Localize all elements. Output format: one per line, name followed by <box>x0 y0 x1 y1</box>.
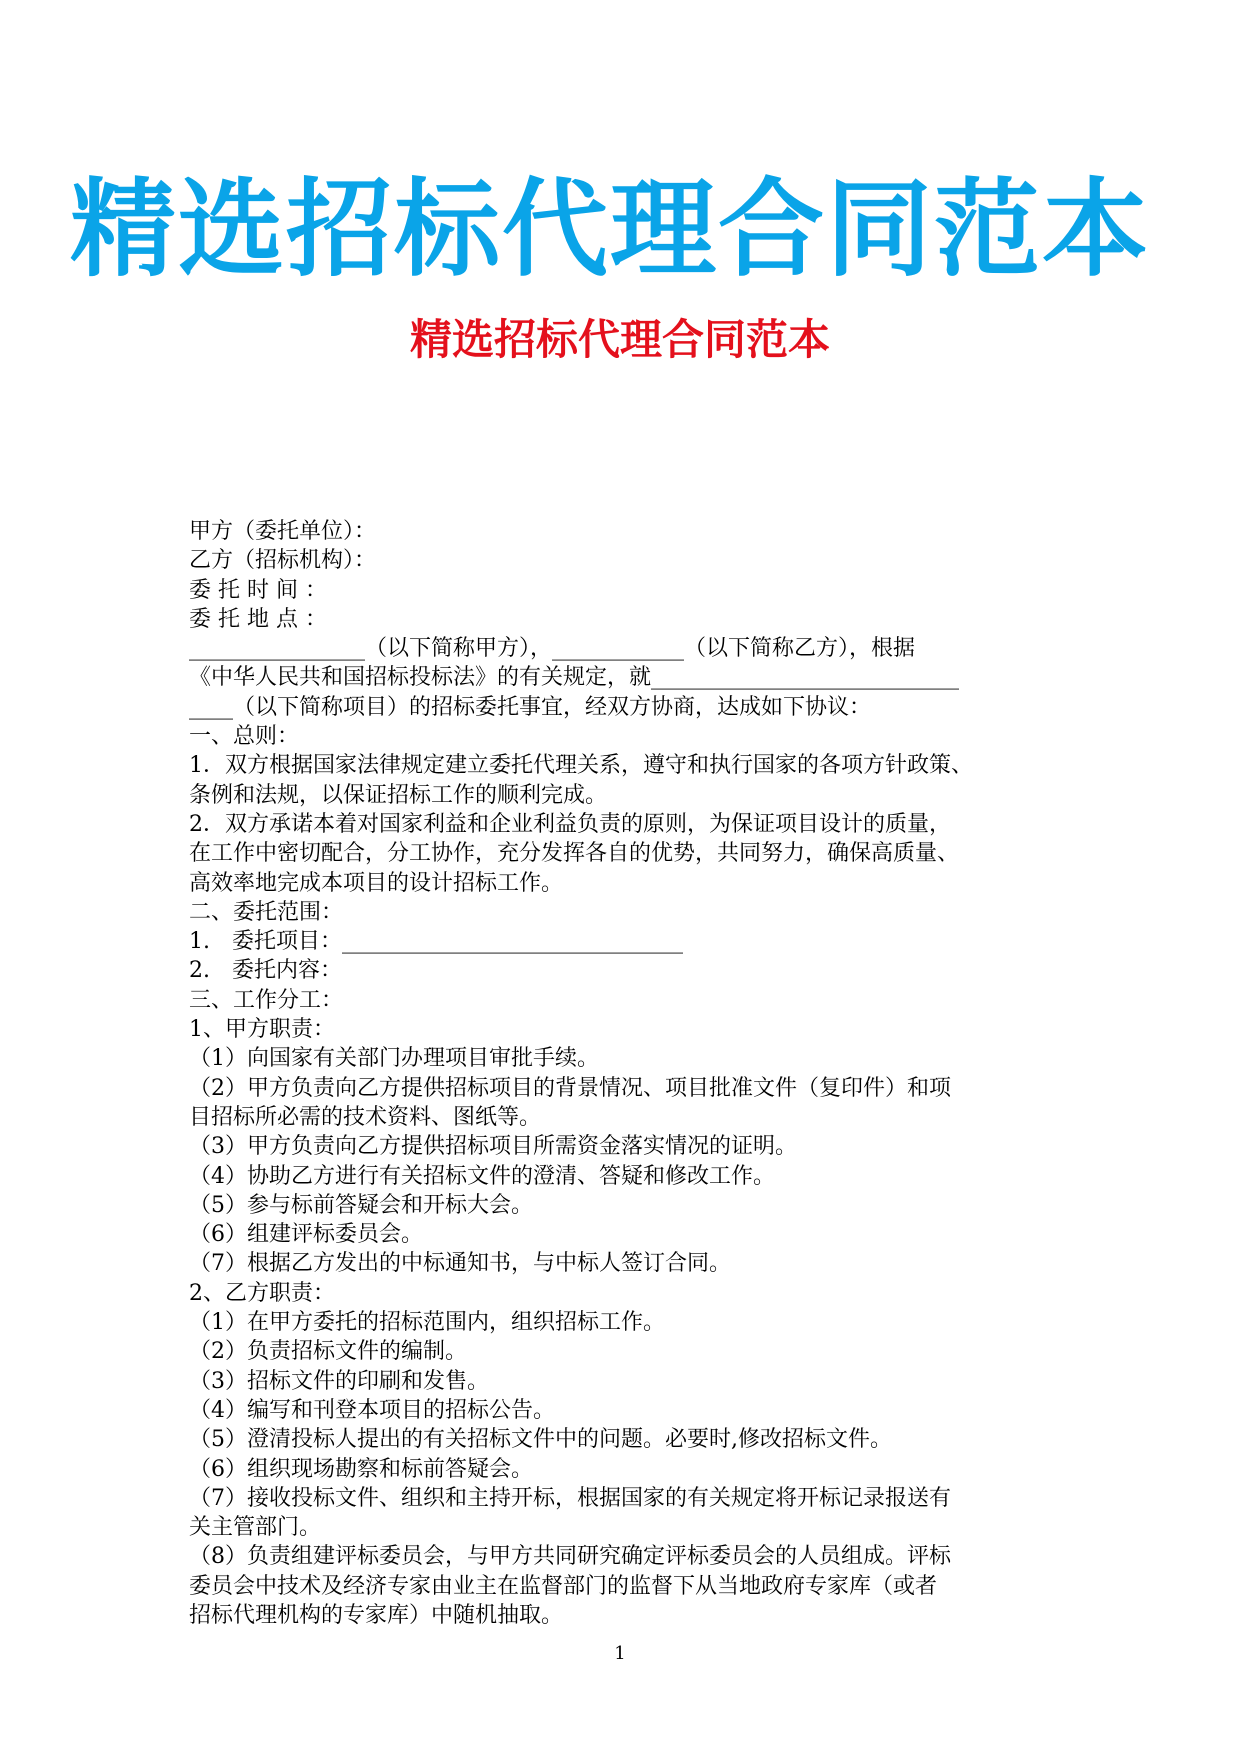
contract-line: 在工作中密切配合，分工协作，充分发挥各自的优势，共同努力，确保高质量、 <box>189 841 960 867</box>
contract-line: ________________（以下简称甲方），____________（以下简称乙方），根据 <box>189 636 916 662</box>
contract-line: （7）根据乙方发出的中标通知书，与中标人签订合同。 <box>189 1251 731 1277</box>
contract-line: 1．双方根据国家法律规定建立委托代理关系，遵守和执行国家的各项方针政策、 <box>189 753 973 779</box>
contract-line: （5）参与标前答疑会和开标大会。 <box>189 1192 533 1218</box>
contract-line: （2）负责招标文件的编制。 <box>189 1339 467 1365</box>
contract-line: 一、总则： <box>189 724 300 750</box>
contract-line: 二、委托范围： <box>189 899 344 925</box>
contract-line: （8）负责组建评标委员会，与甲方共同研究确定评标委员会的人员组成。评标 <box>189 1544 951 1570</box>
banner-title: 精选招标代理合同范本 <box>70 168 1150 291</box>
contract-line: 1. 委托项目：_______________________________ <box>189 929 683 955</box>
contract-line: （3）甲方负责向乙方提供招标项目所需资金落实情况的证明。 <box>189 1134 797 1160</box>
contract-line: 甲方（委托单位）： <box>189 519 377 544</box>
contract-line: 三、工作分工： <box>189 987 344 1013</box>
contract-line: （3）招标文件的印刷和发售。 <box>189 1368 489 1394</box>
contract-line: 《中华人民共和国招标投标法》的有关规定，就____________________________ <box>189 665 960 691</box>
contract-line: 关主管部门。 <box>189 1515 322 1541</box>
contract-line: （6）组建评标委员会。 <box>189 1222 423 1248</box>
contract-line: 条例和法规，以保证招标工作的顺利完成。 <box>189 782 608 808</box>
contract-line: （1）在甲方委托的招标范围内，组织招标工作。 <box>189 1310 665 1336</box>
contract-line: （7）接收投标文件、组织和主持开标，根据国家的有关规定将开标记录报送有 <box>189 1485 951 1511</box>
contract-line: 高效率地完成本项目的设计招标工作。 <box>189 870 564 896</box>
document-subtitle: 精选招标代理合同范本 <box>409 315 830 364</box>
contract-line: （2）甲方负责向乙方提供招标项目的背景情况、项目批准文件（复印件）和项 <box>189 1075 951 1101</box>
contract-line: 2．双方承诺本着对国家利益和企业利益负责的原则，为保证项目设计的质量， <box>189 811 951 837</box>
contract-line: （5）澄清投标人提出的有关招标文件中的问题。必要时,修改招标文件。 <box>189 1427 892 1453</box>
contract-line: 乙方（招标机构）： <box>189 548 377 574</box>
contract-line: （6）组织现场勘察和标前答疑会。 <box>189 1456 533 1482</box>
contract-line: 2、乙方职责： <box>189 1280 335 1306</box>
contract-line: 委 托 时 间 ： <box>189 577 327 603</box>
contract-body <box>189 517 1069 1630</box>
contract-line: 委 托 地 点 ： <box>189 606 327 632</box>
contract-line: 目招标所必需的技术资料、图纸等。 <box>189 1104 542 1130</box>
contract-line: 委员会中技术及经济专家由业主在监督部门的监督下从当地政府专家库（或者 <box>189 1573 938 1599</box>
page-number: 1 <box>614 1643 626 1664</box>
contract-line: （4）编写和刊登本项目的招标公告。 <box>189 1397 555 1423</box>
contract-line: （4）协助乙方进行有关招标文件的澄清、答疑和修改工作。 <box>189 1163 775 1189</box>
contract-line: 招标代理机构的专家库）中随机抽取。 <box>189 1602 564 1628</box>
contract-line: 2. 委托内容： <box>189 958 342 984</box>
contract-line: 1、甲方职责： <box>189 1017 335 1043</box>
contract-line: （1）向国家有关部门办理项目审批手续。 <box>189 1046 599 1072</box>
contract-line: ____（以下简称项目）的招标委托事宜，经双方协商，达成如下协议： <box>189 694 872 720</box>
